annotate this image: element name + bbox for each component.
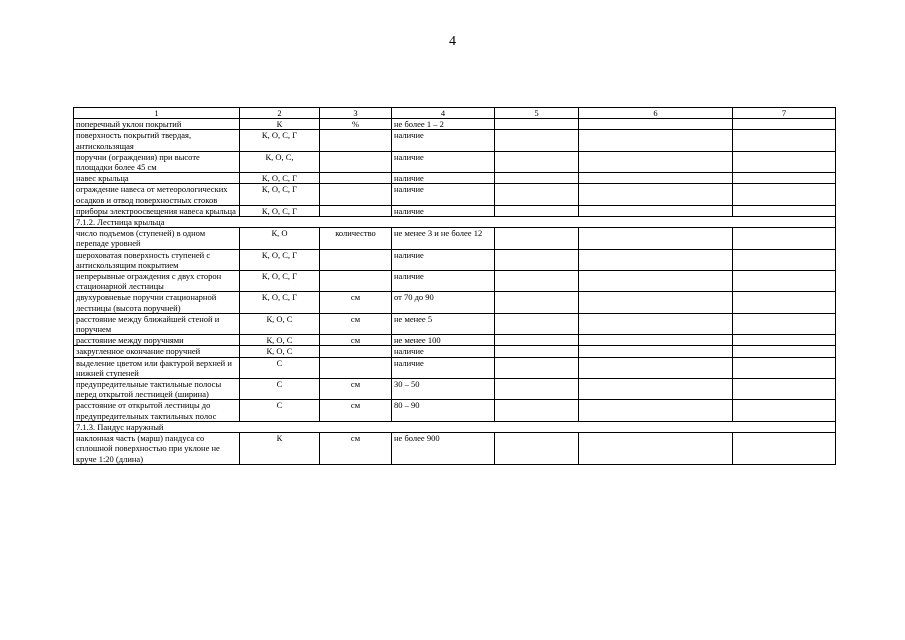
table-cell: не более 900 (392, 433, 495, 465)
table-cell: не менее 3 и не более 12 (392, 228, 495, 249)
table-cell (733, 400, 836, 421)
table-cell (579, 433, 733, 465)
table-cell: К, О, С, Г (240, 173, 320, 184)
table-cell (733, 379, 836, 400)
table-cell (320, 357, 392, 378)
table-cell: 80 – 90 (392, 400, 495, 421)
table-cell: % (320, 119, 392, 130)
table-cell (733, 313, 836, 334)
table-cell (495, 313, 579, 334)
table-cell (320, 346, 392, 357)
column-header: 2 (240, 108, 320, 119)
table-cell (495, 173, 579, 184)
table-cell: К, О (240, 228, 320, 249)
section-row (74, 217, 836, 228)
table-cell: поручни (ограждения) при высоте площадки более 45 см (74, 151, 240, 172)
table-cell (495, 271, 579, 292)
table-cell (733, 335, 836, 346)
table-cell (579, 130, 733, 151)
table-cell: поперечный уклон покрытий (74, 119, 240, 130)
table-cell (495, 335, 579, 346)
table-cell (579, 271, 733, 292)
table-cell (579, 357, 733, 378)
table-cell: см (320, 335, 392, 346)
table-cell: К, О, С, Г (240, 271, 320, 292)
table-row (74, 249, 836, 270)
table-cell: наличие (392, 357, 495, 378)
table-cell: К, О, С (240, 335, 320, 346)
table-cell: выделение цветом или фактурой верхней и нижней ступеней (74, 357, 240, 378)
table-cell (495, 357, 579, 378)
table-cell: К, О, С (240, 346, 320, 357)
table-cell (495, 151, 579, 172)
table-cell (320, 130, 392, 151)
table-cell: К, О, С, Г (240, 130, 320, 151)
column-header: 1 (74, 108, 240, 119)
table-cell: см (320, 313, 392, 334)
table-row (74, 173, 836, 184)
table-row (74, 313, 836, 334)
table-cell (495, 379, 579, 400)
table-cell: не менее 5 (392, 313, 495, 334)
table-cell: наличие (392, 130, 495, 151)
table-row (74, 184, 836, 205)
table-cell: расстояние между поручнями (74, 335, 240, 346)
table-cell: К, О, С, (240, 151, 320, 172)
table-cell: двухуровневые поручни стационарной лестницы (высота поручней) (74, 292, 240, 313)
table-cell: С (240, 400, 320, 421)
header-row (74, 108, 836, 119)
table-cell: количество (320, 228, 392, 249)
table-cell: К, О, С, Г (240, 292, 320, 313)
table-cell: наличие (392, 346, 495, 357)
table-cell: К, О, С, Г (240, 184, 320, 205)
table-cell (579, 205, 733, 216)
section-row (74, 421, 836, 432)
table-cell (495, 130, 579, 151)
table-row (74, 346, 836, 357)
table-cell (733, 433, 836, 465)
table-cell: приборы электроосвещения навеса крыльца (74, 205, 240, 216)
table-cell (495, 292, 579, 313)
table-cell: К, О, С, Г (240, 249, 320, 270)
table-cell (579, 228, 733, 249)
table-cell (579, 249, 733, 270)
table-cell (579, 184, 733, 205)
table-cell: С (240, 379, 320, 400)
column-header: 6 (579, 108, 733, 119)
table-row (74, 119, 836, 130)
table-cell (579, 151, 733, 172)
table-cell (579, 335, 733, 346)
table-row (74, 400, 836, 421)
table-cell (733, 119, 836, 130)
table-cell: наличие (392, 173, 495, 184)
table-cell (733, 151, 836, 172)
table-row (74, 271, 836, 292)
table-cell: расстояние между ближайшей стеной и поручнем (74, 313, 240, 334)
table-cell: наличие (392, 151, 495, 172)
table-cell (495, 228, 579, 249)
table-cell (495, 119, 579, 130)
column-header: 5 (495, 108, 579, 119)
table-cell (579, 400, 733, 421)
table-row (74, 379, 836, 400)
table-cell (579, 173, 733, 184)
table-cell (733, 357, 836, 378)
table-cell (320, 184, 392, 205)
table-cell: закругленное окончание поручней (74, 346, 240, 357)
table-cell (320, 271, 392, 292)
table-cell: см (320, 379, 392, 400)
table-cell (579, 313, 733, 334)
table-cell: С (240, 357, 320, 378)
table-cell: не менее 100 (392, 335, 495, 346)
table-cell (733, 346, 836, 357)
table-row (74, 205, 836, 216)
table-cell (579, 292, 733, 313)
table-row (74, 228, 836, 249)
table-cell (495, 433, 579, 465)
table-cell: К, О, С, Г (240, 205, 320, 216)
table-cell: см (320, 292, 392, 313)
column-header: 7 (733, 108, 836, 119)
table-cell (320, 151, 392, 172)
table-cell (495, 184, 579, 205)
table-cell: от 70 до 90 (392, 292, 495, 313)
table-body (74, 108, 836, 465)
table-cell (320, 173, 392, 184)
table-cell: наличие (392, 249, 495, 270)
table-cell: наличие (392, 271, 495, 292)
table-cell (733, 292, 836, 313)
requirements-table (73, 107, 836, 465)
table-cell (733, 130, 836, 151)
table-row (74, 433, 836, 465)
table-cell: наклонная часть (марш) пандуса со сплошной поверхностью при уклоне не круче 1:20 (длина) (74, 433, 240, 465)
table-cell: К, О, С (240, 313, 320, 334)
table-cell (495, 346, 579, 357)
table-cell (495, 205, 579, 216)
table-cell (733, 228, 836, 249)
table-cell: поверхность покрытий твердая, антискользящая (74, 130, 240, 151)
page-number: 4 (449, 34, 456, 49)
table-cell: шероховатая поверхность ступеней с антискользящим покрытием (74, 249, 240, 270)
table-cell: навес крыльца (74, 173, 240, 184)
table-cell: 30 – 50 (392, 379, 495, 400)
table-cell (579, 119, 733, 130)
table-cell: непрерывные ограждения с двух сторон стационарной лестницы (74, 271, 240, 292)
table-cell (733, 249, 836, 270)
table-cell (320, 249, 392, 270)
table-cell (495, 249, 579, 270)
table-cell: см (320, 400, 392, 421)
table-cell (579, 379, 733, 400)
table-row (74, 292, 836, 313)
table-cell: предупредительные тактильные полосы перед открытой лестницей (ширина) (74, 379, 240, 400)
table-cell: К (240, 119, 320, 130)
table-cell: наличие (392, 205, 495, 216)
table-cell (733, 184, 836, 205)
table-cell (579, 346, 733, 357)
table-cell (733, 271, 836, 292)
section-title: 7.1.2. Лестница крыльца (74, 217, 836, 228)
table-cell: не более 1 – 2 (392, 119, 495, 130)
table-cell (495, 400, 579, 421)
table-cell (733, 205, 836, 216)
table-row (74, 335, 836, 346)
table-row (74, 357, 836, 378)
table-cell: расстояние от открытой лестницы до предупредительных тактильных полос (74, 400, 240, 421)
table-cell: ограждение навеса от метеорологических осадков и отвод поверхностных стоков (74, 184, 240, 205)
table-cell: К (240, 433, 320, 465)
table-row (74, 130, 836, 151)
table-row (74, 151, 836, 172)
table-cell: число подъемов (ступеней) в одном перепаде уровней (74, 228, 240, 249)
table-cell: см (320, 433, 392, 465)
column-header: 3 (320, 108, 392, 119)
table-cell: наличие (392, 184, 495, 205)
section-title: 7.1.3. Пандус наружный (74, 421, 836, 432)
column-header: 4 (392, 108, 495, 119)
table-cell (320, 205, 392, 216)
table-cell (733, 173, 836, 184)
